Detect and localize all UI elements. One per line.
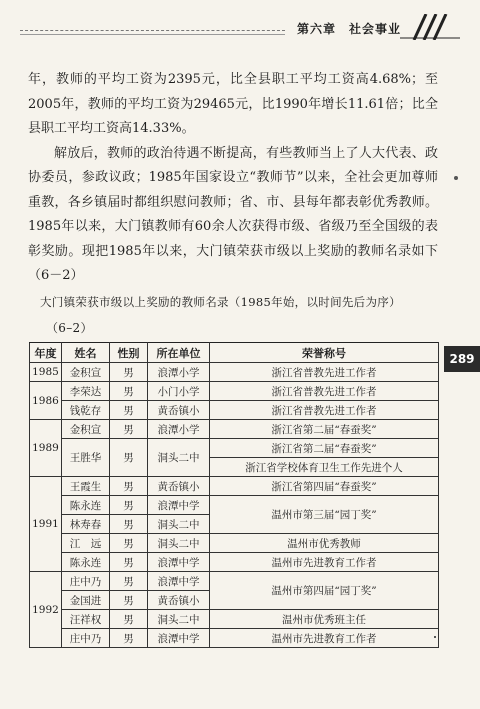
honor-table — [29, 342, 439, 648]
margin-dot — [454, 176, 458, 180]
gender-cell: 男 — [110, 629, 148, 648]
unit-cell: 洞头二中 — [148, 439, 210, 477]
honor-cell: 温州市第三届“园丁奖” — [210, 496, 439, 534]
honor-cell: 温州市先进教育工作者 — [210, 553, 439, 572]
table-header-row — [30, 343, 439, 363]
table-row — [30, 420, 439, 439]
table-row — [30, 572, 439, 591]
honor-cell: 温州市优秀教师 — [210, 534, 439, 553]
unit-cell: 小门小学 — [148, 382, 210, 401]
paragraph: 年，教师的平均工资为2395元，比全县职工平均工资高4.68%；至2005年，教师的平均工资为29465元，比1990年增长11.61倍；比全县职工平均工资高14.33%。 — [28, 72, 438, 136]
margin-dot — [434, 636, 436, 638]
column-header: 所在单位 — [148, 343, 210, 363]
gender-cell: 男 — [110, 591, 148, 610]
honor-cell: 温州市先进教育工作者 — [210, 629, 439, 648]
honor-cell: 浙江省第二届“春蚕奖” — [210, 420, 439, 439]
unit-cell: 浪潭中学 — [148, 572, 210, 591]
unit-cell: 浪潭小学 — [148, 363, 210, 382]
gender-cell: 男 — [110, 610, 148, 629]
name-cell: 陈永连 — [62, 553, 110, 572]
table-row — [30, 382, 439, 401]
name-cell: 钱乾存 — [62, 401, 110, 420]
name-cell: 庄中乃 — [62, 572, 110, 591]
year-cell: 1992 — [30, 572, 62, 648]
gender-cell: 男 — [110, 439, 148, 477]
table-row — [30, 629, 439, 648]
table-caption — [40, 292, 401, 338]
header-rule-dashed — [20, 30, 285, 32]
honor-cell: 浙江省第二届“春蚕奖” — [210, 439, 439, 458]
gender-cell: 男 — [110, 572, 148, 591]
unit-cell: 洞头二中 — [148, 534, 210, 553]
header-rule — [20, 34, 285, 36]
name-cell: 汪祥权 — [62, 610, 110, 629]
column-header: 姓名 — [62, 343, 110, 363]
name-cell: 金积宣 — [62, 363, 110, 382]
name-cell: 金积宣 — [62, 420, 110, 439]
table-row — [30, 553, 439, 572]
honor-cell: 浙江省学校体育卫生工作先进个人 — [210, 458, 439, 477]
table-row — [30, 401, 439, 420]
unit-cell: 浪潭小学 — [148, 420, 210, 439]
table-row — [30, 496, 439, 515]
name-cell: 陈永连 — [62, 496, 110, 515]
gender-cell: 男 — [110, 363, 148, 382]
unit-cell: 黄岙镇小 — [148, 591, 210, 610]
unit-cell: 浪潭中学 — [148, 553, 210, 572]
honor-cell: 浙江省第四届“春蚕奖” — [210, 477, 439, 496]
gender-cell: 男 — [110, 496, 148, 515]
column-header: 性别 — [110, 343, 148, 363]
honor-cell: 浙江省普教先进工作者 — [210, 363, 439, 382]
unit-cell: 洞头二中 — [148, 515, 210, 534]
gender-cell: 男 — [110, 534, 148, 553]
name-cell: 金国进 — [62, 591, 110, 610]
slash-decoration-icon — [400, 14, 460, 40]
year-cell: 1985 — [30, 363, 62, 382]
unit-cell: 浪潭中学 — [148, 629, 210, 648]
table-row — [30, 477, 439, 496]
column-header: 荣誉称号 — [210, 343, 439, 363]
year-cell: 1986 — [30, 382, 62, 420]
unit-cell: 浪潭中学 — [148, 496, 210, 515]
table-caption-text: 大门镇荣获市级以上奖励的教师名录（1985年始，以时间先后为序） — [40, 295, 401, 309]
honor-cell: 温州市优秀班主任 — [210, 610, 439, 629]
year-cell: 1989 — [30, 420, 62, 477]
gender-cell: 男 — [110, 515, 148, 534]
table-row — [30, 363, 439, 382]
table-row — [30, 610, 439, 629]
honor-cell: 温州市第四届“园丁奖” — [210, 572, 439, 610]
table-number: （6–2） — [46, 321, 93, 335]
page-number-tab: 289 — [444, 346, 480, 372]
gender-cell: 男 — [110, 382, 148, 401]
gender-cell: 男 — [110, 420, 148, 439]
body-text — [28, 68, 438, 289]
column-header: 年度 — [30, 343, 62, 363]
table-row — [30, 534, 439, 553]
name-cell: 王霞生 — [62, 477, 110, 496]
gender-cell: 男 — [110, 477, 148, 496]
paragraph: 解放后，教师的政治待遇不断提高，有些教师当上了人大代表、政协委员，参政议政；1985年国家设立“教师节”以来，全社会更加尊师重教，各乡镇届时都组织慰问教师；省、市、县每年都表彰优秀教师。1985年以来，大门镇教师有60余人次获得市级、省级乃至全国级的表彰奖励。现把1985年以来，大门镇荣获市级以上奖励的教师名录如下（6－2） — [28, 145, 438, 283]
name-cell: 李荣达 — [62, 382, 110, 401]
unit-cell: 黄岙镇小 — [148, 401, 210, 420]
chapter-title: 第六章 社会事业 — [297, 22, 402, 36]
unit-cell: 黄岙镇小 — [148, 477, 210, 496]
honor-cell: 浙江省普教先进工作者 — [210, 382, 439, 401]
name-cell: 江 远 — [62, 534, 110, 553]
unit-cell: 洞头二中 — [148, 610, 210, 629]
year-cell: 1991 — [30, 477, 62, 572]
gender-cell: 男 — [110, 401, 148, 420]
honor-cell: 浙江省普教先进工作者 — [210, 401, 439, 420]
name-cell: 庄中乃 — [62, 629, 110, 648]
gender-cell: 男 — [110, 553, 148, 572]
name-cell: 林寿春 — [62, 515, 110, 534]
name-cell: 王胜华 — [62, 439, 110, 477]
